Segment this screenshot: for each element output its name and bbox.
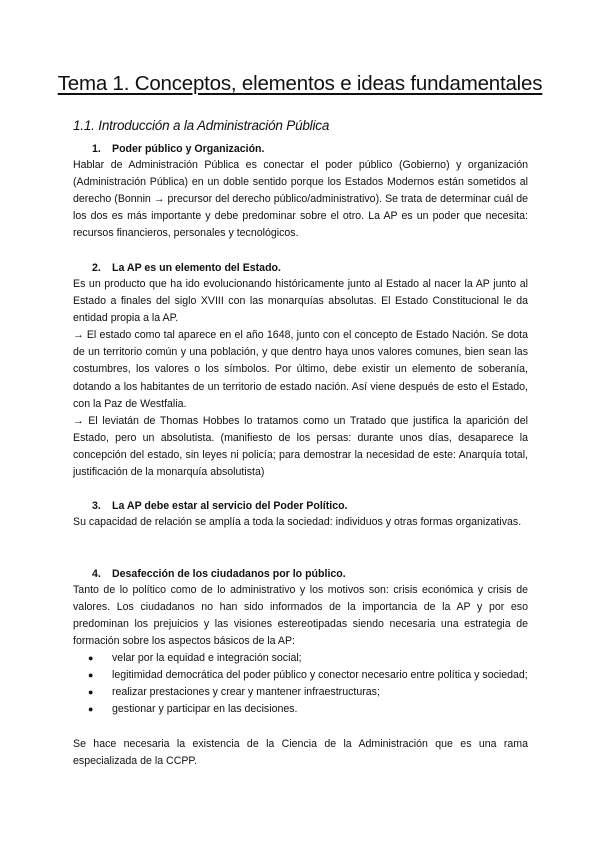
section-4-heading	[92, 568, 346, 580]
paragraph: → El estado como tal aparece en el año 1648, junto con el concepto de Estado Nación. Se dota de un territorio común y una población, y que dentro haya unos valores comunes, bien sean las costumbres, los valores o los símbolos. Por último, debe existir un elemento de soberanía, dotando a los habitantes de un territorio de estado nación. Así viene después de esto el Estado, con la Paz de Westfalia.	[73, 329, 528, 410]
section-3-heading-text: La AP debe estar al servicio del Poder Político.	[112, 500, 348, 512]
bullet-list	[88, 650, 528, 718]
page-title: Tema 1. Conceptos, elementos e ideas fundamentales	[57, 72, 543, 95]
paragraph: Se hace necesaria la existencia de la Ciencia de la Administración que es una rama especializada de la CCPP.	[73, 738, 528, 768]
section-4-heading-text: Desafección de los ciudadanos por lo público.	[112, 568, 346, 580]
section-4-body	[73, 582, 528, 650]
section-2-body	[73, 276, 528, 481]
section-4-number: 4.	[92, 568, 101, 580]
bullet-dot-icon: ●	[88, 670, 94, 681]
section-2-heading-text: La AP es un elemento del Estado.	[112, 262, 281, 274]
paragraph: → El leviatán de Thomas Hobbes lo tratamos como un Tratado que justifica la aparición del Estado, pero un absolutista. (manifiesto de los persas: durante unos días, desaparece la concepción del estado, sin leyes ni policía; para demostrar la necesidad de este: Anarquía total, justificación de la monarquía absolutista)	[73, 414, 528, 479]
section-1-heading	[92, 143, 264, 155]
paragraph: Tanto de lo político como de lo administrativo y los motivos son: crisis económica y crisis de valores. Los ciudadanos no han sido informados de la importancia de la AP y por eso predominan los prejuicios y las visiones estereotipadas siendo necesaria una estrategia de formación sobre los aspectos básicos de la AP:	[73, 584, 528, 648]
section-3-heading	[92, 500, 348, 512]
section-1-heading-text: Poder público y Organización.	[112, 143, 265, 155]
section-2-number: 2.	[92, 262, 101, 274]
section-2-heading	[92, 262, 281, 274]
paragraph: Hablar de Administración Pública es conectar el poder público (Gobierno) y organización (Administración Pública) en un doble sentido porque los Estados Modernos están sometidos al derecho (Bonnin → precursor del derecho público/administrativo). Se trata de determinar cuál de los dos es más importante y debe predominar sobre el otro. La AP es un poder que necesita: recursos financieros, personales y tecnológicos.	[73, 159, 528, 240]
paragraph: Su capacidad de relación se amplía a toda la sociedad: individuos y otras formas organizativas.	[73, 516, 522, 528]
list-item: ● legitimidad democrática del poder público y conector necesario entre política y sociedad;	[88, 667, 528, 684]
section-3-number: 3.	[92, 500, 101, 512]
paragraph: Es un producto que ha ido evolucionando históricamente junto al Estado al nacer la AP junto al Estado a finales del siglo XVIII con las monarquías absolutas. El Estado Constitucional le da entidad propia a la AP.	[73, 278, 528, 325]
bullet-dot-icon: ●	[88, 704, 94, 715]
section-subtitle: 1.1. Introducción a la Administración Pública	[73, 118, 330, 133]
bullet-dot-icon: ●	[88, 653, 94, 663]
list-item: ● realizar prestaciones y crear y mantener infraestructuras;	[88, 684, 528, 701]
closing-paragraph	[73, 736, 528, 770]
bullet-dot-icon: ●	[88, 687, 94, 698]
section-3-body	[73, 514, 528, 531]
list-item: ● velar por la equidad e integración social;	[88, 650, 528, 667]
section-1-body	[73, 157, 528, 242]
list-item: ● gestionar y participar en las decisiones.	[88, 701, 528, 718]
section-1-number: 1.	[92, 143, 101, 155]
